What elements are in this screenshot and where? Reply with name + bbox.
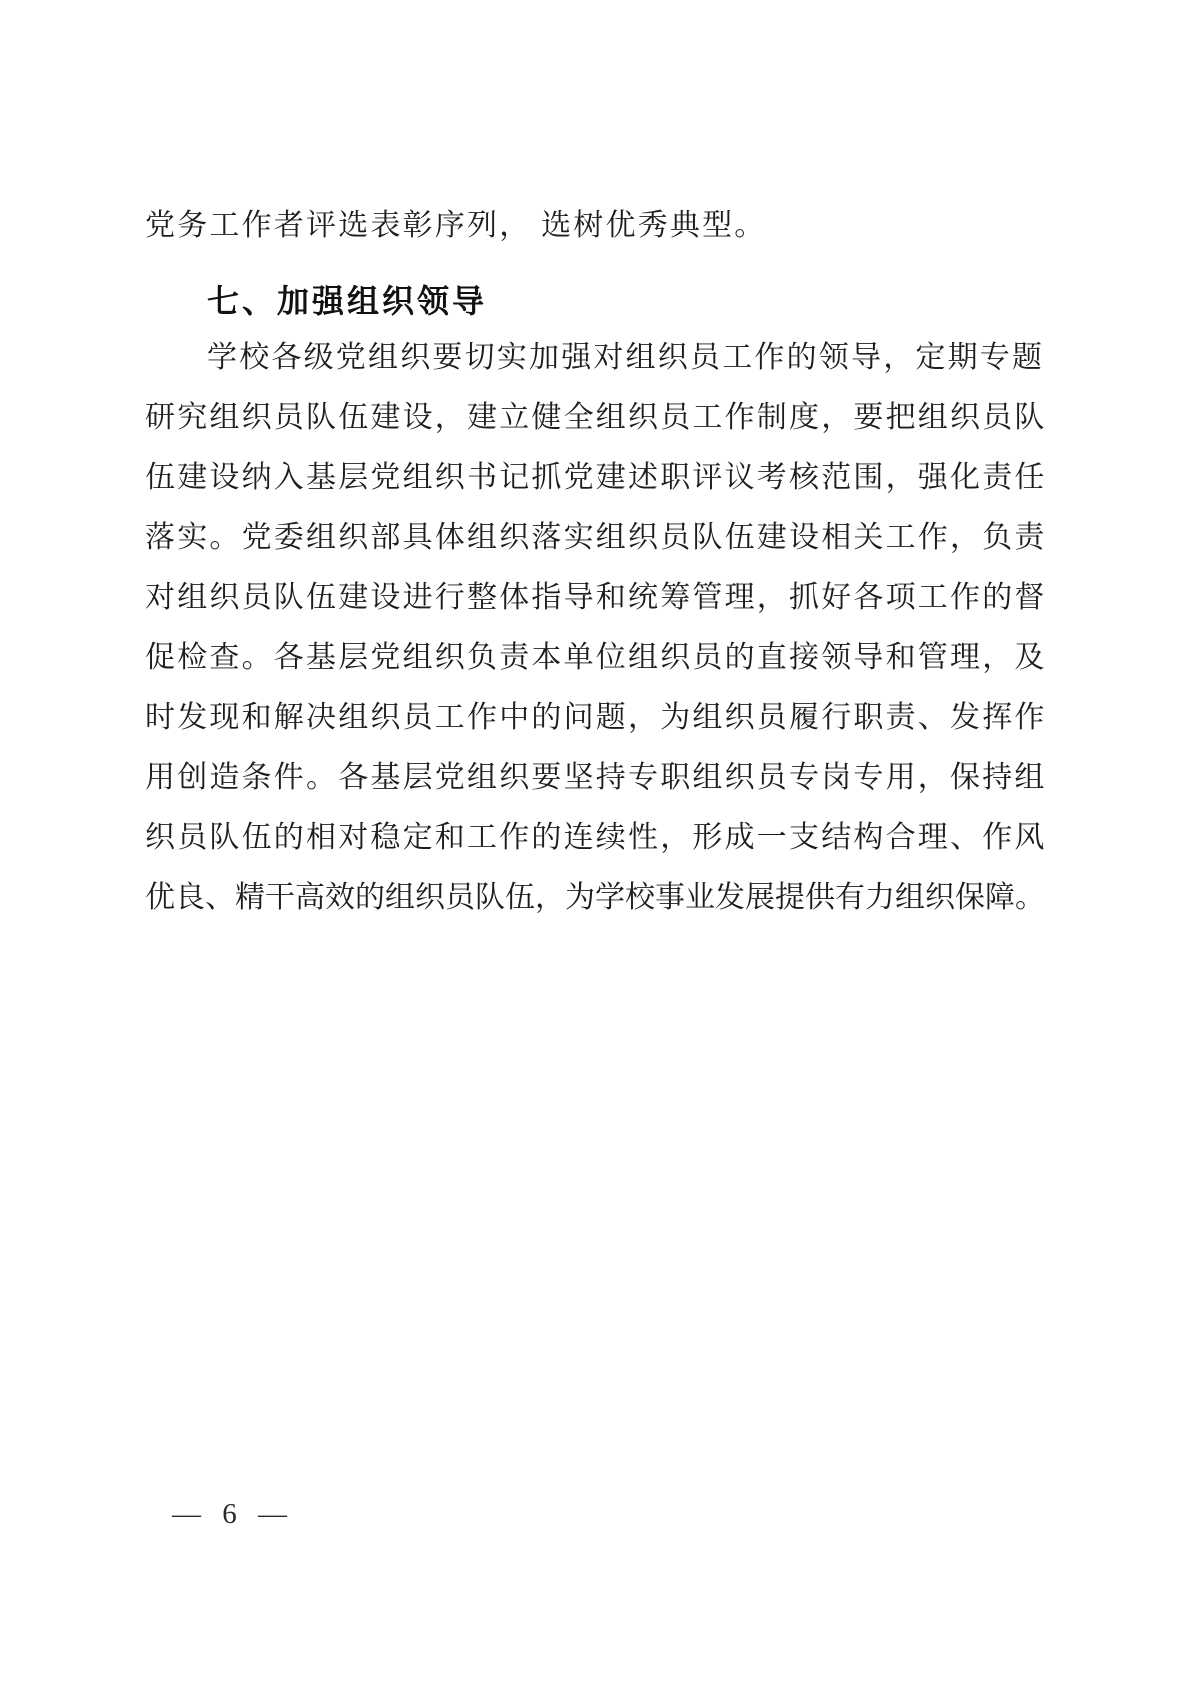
paragraph-line: 落实。党委组织部具体组织落实组织员队伍建设相关工作，负责 — [145, 521, 1047, 554]
paragraph-line: 用创造条件。各基层党组织要坚持专职组织员专岗专用，保持组 — [145, 761, 1047, 794]
paragraph-line: 对组织员队伍建设进行整体指导和统筹管理，抓好各项工作的督 — [145, 581, 1047, 614]
paragraph-line: 研究组织员队伍建设，建立健全组织员工作制度，要把组织员队 — [145, 401, 1047, 434]
paragraph-line: 时发现和解决组织员工作中的问题，为组织员履行职责、发挥作 — [145, 701, 1047, 734]
paragraph-line: 促检查。各基层党组织负责本单位组织员的直接领导和管理，及 — [145, 641, 1047, 674]
body-paragraph — [145, 338, 1047, 938]
paragraph-line: 优良、精干高效的组织员队伍，为学校事业发展提供有力组织保障。 — [145, 881, 1045, 914]
page-number-footer — [172, 1498, 288, 1531]
paragraph-line: 学校各级党组织要切实加强对组织员工作的领导，定期专题 — [207, 341, 1045, 374]
paragraph-line: 织员队伍的相对稳定和工作的连续性，形成一支结构合理、作风 — [145, 821, 1047, 854]
page-number: — 6 — — [172, 1498, 288, 1530]
paragraph-line: 伍建设纳入基层党组织书记抓党建述职评议考核范围，强化责任 — [145, 461, 1047, 494]
section-heading: 七、加强组织领导 — [207, 283, 488, 319]
continuation-paragraph-line: 党务工作者评选表彰序列， 选树优秀典型。 — [145, 209, 767, 242]
